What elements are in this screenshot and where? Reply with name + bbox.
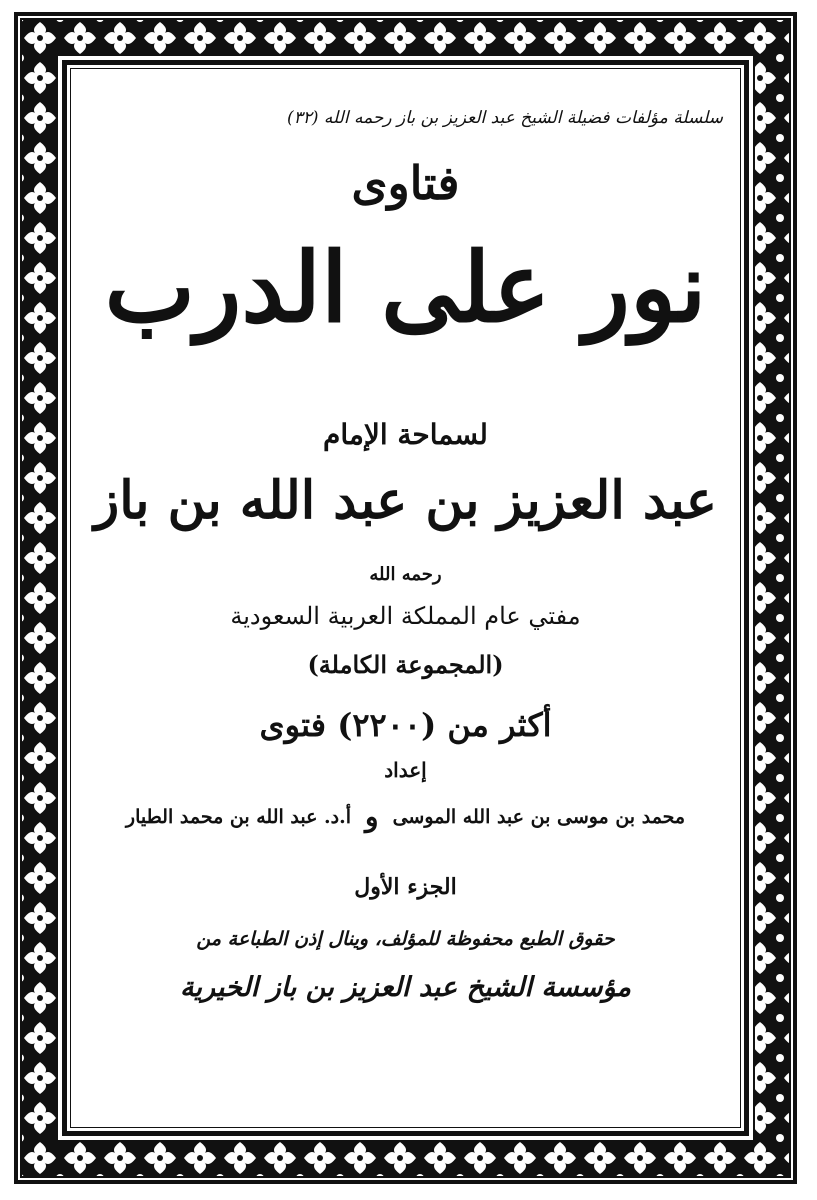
prepared-by-label: إعداد: [384, 758, 427, 782]
editor-1: محمد بن موسى بن عبد الله الموسى: [392, 805, 686, 828]
fatawa-heading: فتاوى: [351, 156, 460, 210]
mufti-title: مفتي عام المملكة العربية السعودية: [230, 602, 581, 630]
series-line: سلسلة مؤلفات فضيلة الشيخ عبد العزيز بن باز رحمه الله (٣٢): [286, 108, 723, 128]
collection-label: (المجموعة الكاملة): [307, 650, 504, 679]
by-imam-line: لسماحة الإمام: [323, 418, 488, 451]
author-name: عبد العزيز بن عبد الله بن باز: [94, 470, 717, 531]
title-page: [80, 78, 731, 1118]
foundation-name: مؤسسة الشيخ عبد العزيز بن باز الخيرية: [180, 972, 631, 1003]
rahimahu-line: رحمه الله: [369, 564, 442, 585]
editor-2: أ.د. عبد الله بن محمد الطيار: [125, 805, 352, 828]
volume-label: الجزء الأول: [354, 874, 457, 900]
book-title: نور على الدرب: [104, 231, 707, 344]
and-conjunction: و: [365, 800, 379, 833]
editors-line: [100, 800, 711, 833]
rights-notice: حقوق الطبع محفوظة للمؤلف، وينال إذن الطباعة من: [196, 928, 615, 950]
fatwa-count: أكثر من (٢٢٠٠) فتوى: [259, 706, 552, 744]
